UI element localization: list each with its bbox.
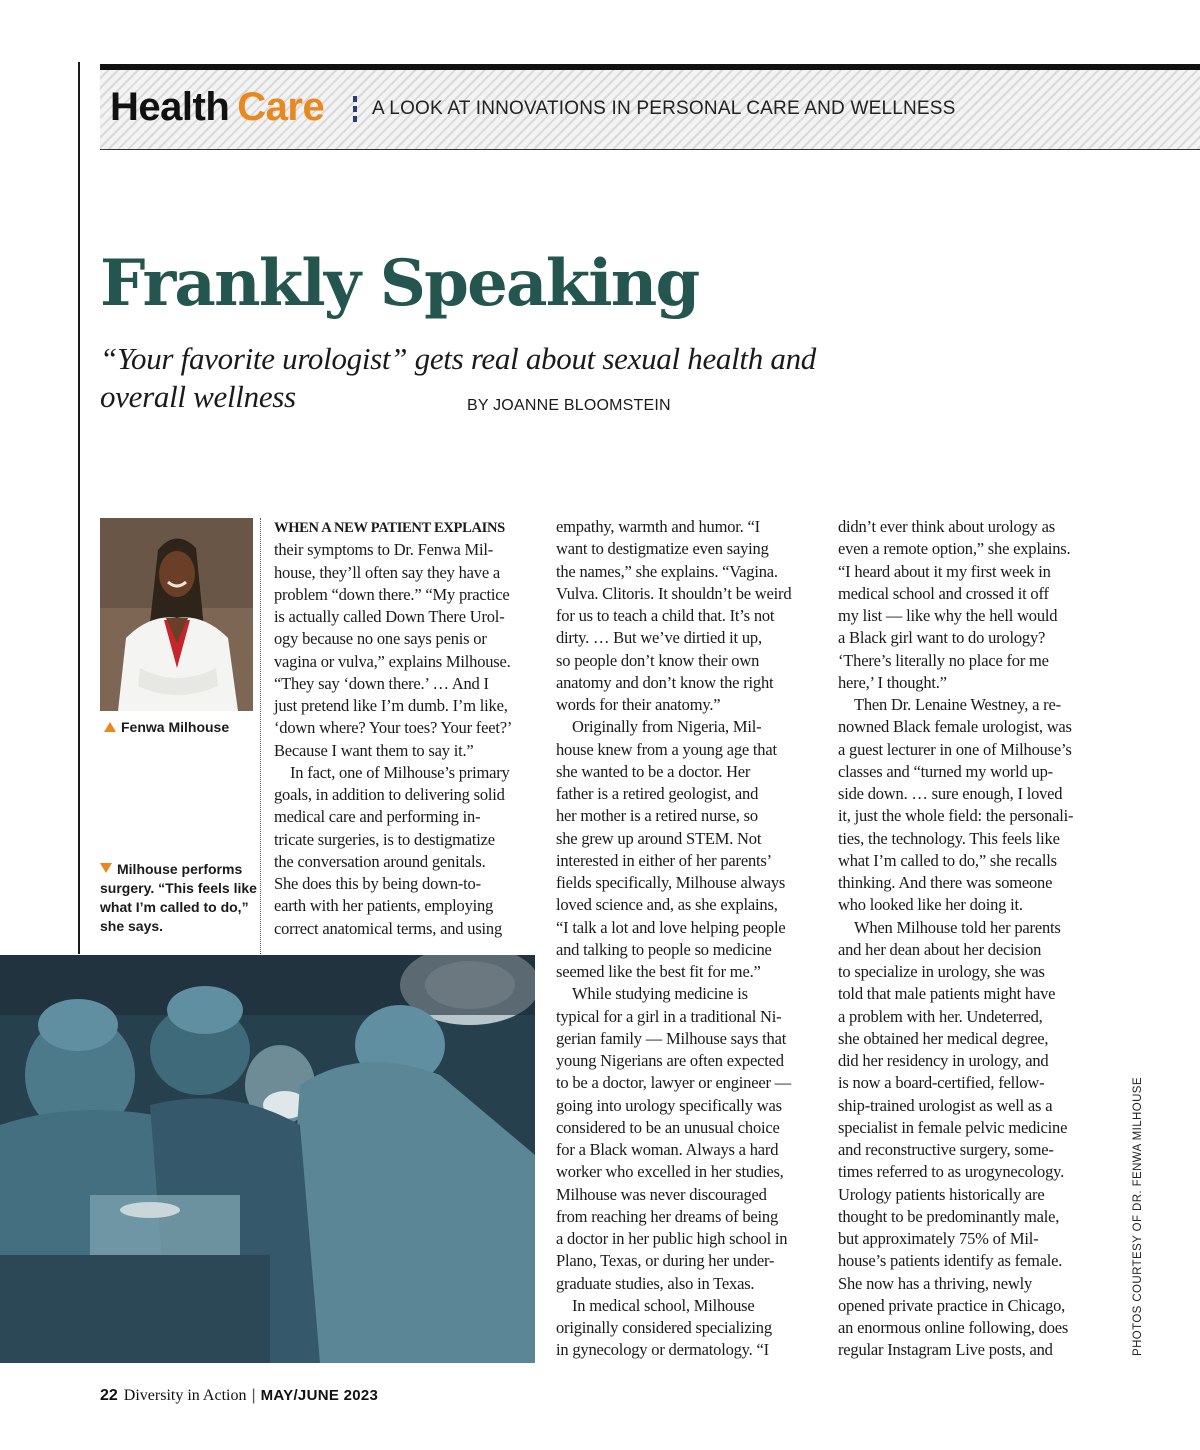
body-line: medical care and performing in- xyxy=(274,807,481,827)
surgery-caption-text: Milhouse performs surgery. “This feels like what I’m called to do,” she says. xyxy=(100,861,257,934)
body-line: anatomy and don’t know the right xyxy=(556,672,774,692)
body-line: didn’t ever think about urology as xyxy=(838,517,1055,536)
body-line: in gynecology or dermatology. “I xyxy=(556,1340,769,1360)
body-line: house, they’ll often say they have a xyxy=(274,562,501,582)
body-line: for us to teach a child that. It’s not xyxy=(556,606,775,625)
section-name-care: Care xyxy=(237,85,325,129)
body-line: She does this by being down-to- xyxy=(274,874,481,893)
section-header xyxy=(100,64,1200,150)
triangle-up-icon xyxy=(104,722,116,732)
body-line: worker who excelled in her studies, xyxy=(556,1162,784,1182)
body-line: Then Dr. Lenaine Westney, a re- xyxy=(854,695,1061,714)
body-line: she wanted to be a doctor. Her xyxy=(556,761,751,781)
body-line: ‘There’s literally no place for me xyxy=(838,650,1049,670)
body-line: times referred to as urogynecology. xyxy=(838,1162,1065,1182)
body-line: want to destigmatize even saying xyxy=(556,539,769,559)
body-line: here,’ I thought.” xyxy=(838,672,947,692)
body-line: gerian family — Milhouse says that xyxy=(556,1028,787,1048)
body-line: ‘down where? Your toes? Your feet?’ xyxy=(274,718,513,738)
body-line: an enormous online following, does xyxy=(838,1318,1069,1337)
body-line: opened private practice in Chicago, xyxy=(838,1295,1066,1315)
body-line: specialist in female pelvic medicine xyxy=(838,1117,1068,1137)
body-line: told that male patients might have xyxy=(838,984,1056,1004)
body-line: classes and “turned my world up- xyxy=(838,761,1053,781)
portrait-caption-text: Fenwa Milhouse xyxy=(121,719,230,735)
body-column-1 xyxy=(274,516,536,940)
body-line: for a Black woman. Always a hard xyxy=(556,1140,779,1159)
body-line: Milhouse was never discouraged xyxy=(556,1184,767,1204)
body-line: interested in either of her parents’ xyxy=(556,850,772,870)
body-line: is now a board-certified, fellow- xyxy=(838,1073,1045,1093)
body-line: Vulva. Clitoris. It shouldn’t be weird xyxy=(556,583,792,603)
body-line: side down. … sure enough, I loved xyxy=(838,784,1063,803)
column-dotted-divider xyxy=(260,518,261,956)
triangle-down-icon xyxy=(100,863,112,873)
body-line: nowned Black female urologist, was xyxy=(838,717,1072,737)
body-line: earth with her patients, employing xyxy=(274,896,494,916)
article-title: Frankly Speaking xyxy=(100,246,699,321)
body-line: ogy because no one says penis or xyxy=(274,629,487,649)
surgery-caption xyxy=(100,860,260,936)
body-line: young Nigerians are often expected xyxy=(556,1051,784,1070)
body-line: ties, the technology. This feels like xyxy=(838,828,1060,848)
photo-credit: PHOTOS COURTESY OF DR. FENWA MILHOUSE xyxy=(1132,1077,1144,1356)
body-line: a doctor in her public high school in xyxy=(556,1229,788,1248)
portrait-illustration xyxy=(100,518,253,711)
section-name-health: Health xyxy=(110,85,230,129)
body-line: ship-trained urologist as well as a xyxy=(838,1095,1053,1115)
body-line: While studying medicine is xyxy=(572,984,748,1004)
magazine-name: Diversity in Action xyxy=(123,1387,247,1404)
body-line: but approximately 75% of Mil- xyxy=(838,1229,1039,1248)
body-line: so people don’t know their own xyxy=(556,650,760,670)
page-footer xyxy=(100,1386,378,1406)
body-line: even a remote option,” she explains. xyxy=(838,539,1071,559)
body-line: fields specifically, Milhouse always xyxy=(556,873,786,892)
body-line: a problem with her. Undeterred, xyxy=(838,1006,1043,1026)
body-line: the names,” she explains. “Vagina. xyxy=(556,561,778,581)
body-line: In medical school, Milhouse xyxy=(572,1295,755,1315)
body-line: empathy, warmth and humor. “I xyxy=(556,517,760,536)
body-line: originally considered specializing xyxy=(556,1318,772,1337)
body-line: going into urology specifically was xyxy=(556,1095,782,1115)
body-line: Urology patients historically are xyxy=(838,1184,1045,1204)
body-line: tricate surgeries, is to destigmatize xyxy=(274,829,495,849)
body-line: “I talk a lot and love helping people xyxy=(556,917,786,937)
body-column-3 xyxy=(838,516,1100,1362)
body-line: problem “down there.” “My practice xyxy=(274,584,510,604)
page-number: 22 xyxy=(100,1387,118,1404)
body-line: is actually called Down There Urol- xyxy=(274,607,505,626)
portrait-caption xyxy=(104,718,229,737)
body-line: my list — like why the hell would xyxy=(838,606,1058,625)
left-margin-rule xyxy=(78,62,80,954)
body-line: and her dean about her decision xyxy=(838,939,1042,959)
body-line: their symptoms to Dr. Fenwa Mil- xyxy=(274,540,494,560)
body-line: and talking to people so medicine xyxy=(556,939,772,959)
body-line: what I’m called to do,” she recalls xyxy=(838,850,1057,870)
body-line: words for their anatomy.” xyxy=(556,695,721,714)
body-line: from reaching her dreams of being xyxy=(556,1206,779,1226)
body-line: She now has a thriving, newly xyxy=(838,1273,1033,1293)
body-line: thinking. And there was someone xyxy=(838,873,1053,892)
article-byline: BY JOANNE BLOOMSTEIN xyxy=(467,397,671,414)
body-line: the conversation around genitals. xyxy=(274,851,486,871)
body-line: she obtained her medical degree, xyxy=(838,1028,1049,1048)
body-line: dirty. … But we’ve dirtied it up, xyxy=(556,628,762,648)
body-line: “I heard about it my first week in xyxy=(838,561,1051,581)
body-column-2 xyxy=(556,516,818,1362)
body-line: Because I want them to say it.” xyxy=(274,740,474,760)
body-line: her mother is a retired nurse, so xyxy=(556,806,758,826)
body-line: just pretend like I’m dumb. I’m like, xyxy=(274,696,508,715)
body-line: did her residency in urology, and xyxy=(838,1051,1049,1070)
surgery-photo xyxy=(0,955,535,1363)
body-line: a Black girl want to do urology? xyxy=(838,628,1046,648)
issue-date: MAY/JUNE 2023 xyxy=(260,1387,379,1404)
header-bottom-line xyxy=(100,149,1200,150)
body-line: thought to be predominantly male, xyxy=(838,1206,1060,1226)
body-line: father is a retired geologist, and xyxy=(556,784,759,803)
body-line: Plano, Texas, or during her under- xyxy=(556,1251,775,1271)
article-deck: “Your favorite urologist” gets real about sexual health and overall wellness xyxy=(100,341,816,414)
body-line: a guest lecturer in one of Milhouse’s xyxy=(838,739,1072,759)
section-name xyxy=(110,84,324,130)
body-line: house’s patients identify as female. xyxy=(838,1251,1063,1271)
body-line: she grew up around STEM. Not xyxy=(556,828,762,848)
body-line: In fact, one of Milhouse’s primary xyxy=(290,762,510,782)
body-line: “They say ‘down there.’ … And I xyxy=(274,673,489,693)
footer-separator: | xyxy=(251,1387,256,1404)
body-line: graduate studies, also in Texas. xyxy=(556,1273,755,1293)
body-line: who looked like her doing it. xyxy=(838,895,1023,915)
body-line: regular Instagram Live posts, and xyxy=(838,1340,1053,1360)
portrait-photo xyxy=(100,518,253,711)
body-line: medical school and crossed it off xyxy=(838,583,1049,603)
body-line: When Milhouse told her parents xyxy=(854,917,1061,937)
body-line: considered to be an unusual choice xyxy=(556,1117,780,1137)
body-line: vagina or vulva,” explains Milhouse. xyxy=(274,651,511,671)
body-line: loved science and, as she explains, xyxy=(556,895,778,915)
surgery-illustration xyxy=(0,955,535,1363)
body-line: Originally from Nigeria, Mil- xyxy=(572,717,762,737)
body-line: and reconstructive surgery, some- xyxy=(838,1140,1054,1159)
lead-in: WHEN A NEW PATIENT EXPLAINS xyxy=(274,520,505,536)
body-line: house knew from a young age that xyxy=(556,739,777,759)
section-tagline: A LOOK AT INNOVATIONS IN PERSONAL CARE AND WELLNESS xyxy=(372,98,956,119)
body-line: correct anatomical terms, and using xyxy=(274,918,503,938)
body-line: seemed like the best fit for me.” xyxy=(556,962,761,981)
body-line: to specialize in urology, she was xyxy=(838,962,1045,981)
body-line: to be a doctor, lawyer or engineer — xyxy=(556,1073,791,1093)
body-line: goals, in addition to delivering solid xyxy=(274,785,505,804)
body-line: it, just the whole field: the personali- xyxy=(838,806,1074,826)
body-line: typical for a girl in a traditional Ni- xyxy=(556,1006,782,1026)
header-dots-icon xyxy=(353,96,357,122)
